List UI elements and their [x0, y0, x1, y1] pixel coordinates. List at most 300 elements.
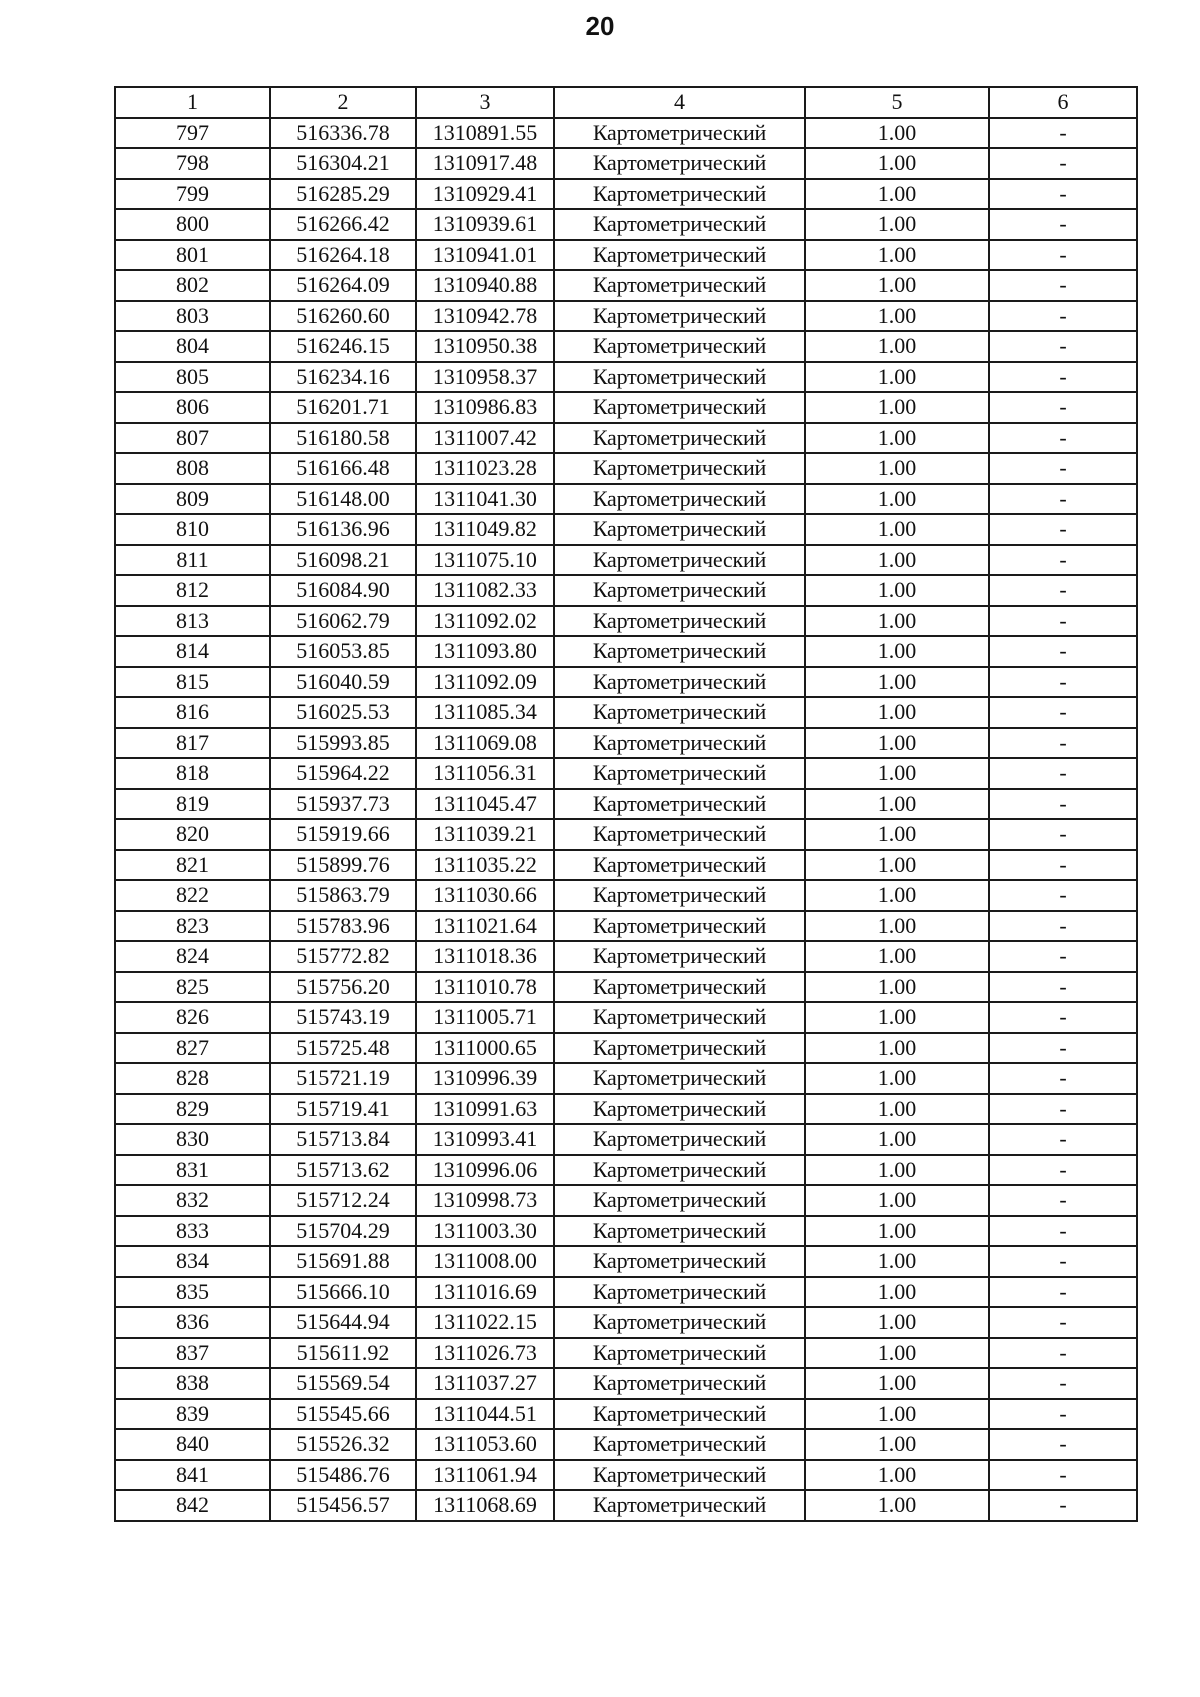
note-cell: -: [989, 1307, 1137, 1338]
method-cell: Картометрический: [554, 1490, 805, 1521]
point-number-cell: 804: [115, 331, 270, 362]
accuracy-cell: 1.00: [805, 911, 989, 942]
method-cell: Картометрический: [554, 1307, 805, 1338]
x-coordinate-cell: 516062.79: [270, 606, 416, 637]
accuracy-cell: 1.00: [805, 1429, 989, 1460]
y-coordinate-cell: 1311069.08: [416, 728, 554, 759]
point-number-cell: 800: [115, 209, 270, 240]
x-coordinate-cell: 516234.16: [270, 362, 416, 393]
note-cell: -: [989, 819, 1137, 850]
method-cell: Картометрический: [554, 392, 805, 423]
accuracy-cell: 1.00: [805, 240, 989, 271]
point-number-cell: 812: [115, 575, 270, 606]
table-row: [115, 880, 1137, 911]
point-number-cell: 803: [115, 301, 270, 332]
method-cell: Картометрический: [554, 1033, 805, 1064]
y-coordinate-cell: 1310940.88: [416, 270, 554, 301]
point-number-cell: 805: [115, 362, 270, 393]
y-coordinate-cell: 1311041.30: [416, 484, 554, 515]
point-number-cell: 839: [115, 1399, 270, 1430]
x-coordinate-cell: 515725.48: [270, 1033, 416, 1064]
x-coordinate-cell: 516180.58: [270, 423, 416, 454]
note-cell: -: [989, 636, 1137, 667]
note-cell: -: [989, 728, 1137, 759]
x-coordinate-cell: 515611.92: [270, 1338, 416, 1369]
x-coordinate-cell: 516166.48: [270, 453, 416, 484]
point-number-cell: 808: [115, 453, 270, 484]
accuracy-cell: 1.00: [805, 270, 989, 301]
y-coordinate-cell: 1310939.61: [416, 209, 554, 240]
table-row: [115, 1124, 1137, 1155]
x-coordinate-cell: 515863.79: [270, 880, 416, 911]
column-header: 5: [805, 87, 989, 118]
x-coordinate-cell: 516025.53: [270, 697, 416, 728]
method-cell: Картометрический: [554, 575, 805, 606]
method-cell: Картометрический: [554, 850, 805, 881]
point-number-cell: 823: [115, 911, 270, 942]
method-cell: Картометрический: [554, 1094, 805, 1125]
x-coordinate-cell: 516260.60: [270, 301, 416, 332]
method-cell: Картометрический: [554, 941, 805, 972]
y-coordinate-cell: 1311026.73: [416, 1338, 554, 1369]
table-row: [115, 514, 1137, 545]
method-cell: Картометрический: [554, 789, 805, 820]
accuracy-cell: 1.00: [805, 972, 989, 1003]
y-coordinate-cell: 1311016.69: [416, 1277, 554, 1308]
point-number-cell: 826: [115, 1002, 270, 1033]
point-number-cell: 833: [115, 1216, 270, 1247]
table-row: [115, 240, 1137, 271]
point-number-cell: 811: [115, 545, 270, 576]
column-header: 1: [115, 87, 270, 118]
note-cell: -: [989, 1246, 1137, 1277]
point-number-cell: 820: [115, 819, 270, 850]
x-coordinate-cell: 515756.20: [270, 972, 416, 1003]
note-cell: -: [989, 1216, 1137, 1247]
note-cell: -: [989, 1124, 1137, 1155]
note-cell: -: [989, 1277, 1137, 1308]
method-cell: Картометрический: [554, 1246, 805, 1277]
y-coordinate-cell: 1311037.27: [416, 1368, 554, 1399]
point-number-cell: 816: [115, 697, 270, 728]
table-row: [115, 453, 1137, 484]
y-coordinate-cell: 1311030.66: [416, 880, 554, 911]
point-number-cell: 806: [115, 392, 270, 423]
method-cell: Картометрический: [554, 1399, 805, 1430]
y-coordinate-cell: 1311044.51: [416, 1399, 554, 1430]
accuracy-cell: 1.00: [805, 636, 989, 667]
method-cell: Картометрический: [554, 1216, 805, 1247]
accuracy-cell: 1.00: [805, 1063, 989, 1094]
x-coordinate-cell: 516136.96: [270, 514, 416, 545]
y-coordinate-cell: 1311023.28: [416, 453, 554, 484]
accuracy-cell: 1.00: [805, 941, 989, 972]
accuracy-cell: 1.00: [805, 1216, 989, 1247]
method-cell: Картометрический: [554, 972, 805, 1003]
table-row: [115, 728, 1137, 759]
table-row: [115, 1185, 1137, 1216]
table-row: [115, 606, 1137, 637]
accuracy-cell: 1.00: [805, 1338, 989, 1369]
method-cell: Картометрический: [554, 880, 805, 911]
point-number-cell: 828: [115, 1063, 270, 1094]
table-row: [115, 270, 1137, 301]
x-coordinate-cell: 515899.76: [270, 850, 416, 881]
point-number-cell: 801: [115, 240, 270, 271]
point-number-cell: 825: [115, 972, 270, 1003]
x-coordinate-cell: 515569.54: [270, 1368, 416, 1399]
y-coordinate-cell: 1310942.78: [416, 301, 554, 332]
x-coordinate-cell: 515937.73: [270, 789, 416, 820]
y-coordinate-cell: 1311092.09: [416, 667, 554, 698]
y-coordinate-cell: 1311075.10: [416, 545, 554, 576]
y-coordinate-cell: 1311068.69: [416, 1490, 554, 1521]
y-coordinate-cell: 1311010.78: [416, 972, 554, 1003]
note-cell: -: [989, 758, 1137, 789]
accuracy-cell: 1.00: [805, 209, 989, 240]
note-cell: -: [989, 575, 1137, 606]
point-number-cell: 830: [115, 1124, 270, 1155]
method-cell: Картометрический: [554, 1460, 805, 1491]
accuracy-cell: 1.00: [805, 423, 989, 454]
x-coordinate-cell: 516053.85: [270, 636, 416, 667]
y-coordinate-cell: 1310950.38: [416, 331, 554, 362]
method-cell: Картометрический: [554, 1002, 805, 1033]
table-row: [115, 1338, 1137, 1369]
note-cell: -: [989, 1033, 1137, 1064]
table-row: [115, 1429, 1137, 1460]
column-header: 4: [554, 87, 805, 118]
point-number-cell: 832: [115, 1185, 270, 1216]
method-cell: Картометрический: [554, 1429, 805, 1460]
y-coordinate-cell: 1310993.41: [416, 1124, 554, 1155]
y-coordinate-cell: 1311005.71: [416, 1002, 554, 1033]
note-cell: -: [989, 392, 1137, 423]
table-row: [115, 1155, 1137, 1186]
column-header: 3: [416, 87, 554, 118]
accuracy-cell: 1.00: [805, 179, 989, 210]
method-cell: Картометрический: [554, 148, 805, 179]
x-coordinate-cell: 516264.18: [270, 240, 416, 271]
method-cell: Картометрический: [554, 1063, 805, 1094]
accuracy-cell: 1.00: [805, 667, 989, 698]
accuracy-cell: 1.00: [805, 453, 989, 484]
note-cell: -: [989, 1460, 1137, 1491]
x-coordinate-cell: 516040.59: [270, 667, 416, 698]
accuracy-cell: 1.00: [805, 697, 989, 728]
y-coordinate-cell: 1311021.64: [416, 911, 554, 942]
point-number-cell: 809: [115, 484, 270, 515]
note-cell: -: [989, 1185, 1137, 1216]
point-number-cell: 834: [115, 1246, 270, 1277]
y-coordinate-cell: 1310991.63: [416, 1094, 554, 1125]
table-row: [115, 819, 1137, 850]
accuracy-cell: 1.00: [805, 606, 989, 637]
note-cell: -: [989, 118, 1137, 149]
point-number-cell: 824: [115, 941, 270, 972]
point-number-cell: 797: [115, 118, 270, 149]
table-row: [115, 1307, 1137, 1338]
y-coordinate-cell: 1311053.60: [416, 1429, 554, 1460]
point-number-cell: 840: [115, 1429, 270, 1460]
y-coordinate-cell: 1311018.36: [416, 941, 554, 972]
table-row: [115, 1246, 1137, 1277]
x-coordinate-cell: 515704.29: [270, 1216, 416, 1247]
x-coordinate-cell: 515919.66: [270, 819, 416, 850]
accuracy-cell: 1.00: [805, 758, 989, 789]
table-row: [115, 697, 1137, 728]
note-cell: -: [989, 972, 1137, 1003]
x-coordinate-cell: 515712.24: [270, 1185, 416, 1216]
method-cell: Картометрический: [554, 301, 805, 332]
accuracy-cell: 1.00: [805, 392, 989, 423]
accuracy-cell: 1.00: [805, 148, 989, 179]
method-cell: Картометрический: [554, 1185, 805, 1216]
accuracy-cell: 1.00: [805, 1002, 989, 1033]
note-cell: -: [989, 911, 1137, 942]
table-row: [115, 1063, 1137, 1094]
x-coordinate-cell: 516246.15: [270, 331, 416, 362]
x-coordinate-cell: 515713.84: [270, 1124, 416, 1155]
note-cell: -: [989, 1399, 1137, 1430]
y-coordinate-cell: 1310891.55: [416, 118, 554, 149]
table-row: [115, 423, 1137, 454]
note-cell: -: [989, 484, 1137, 515]
y-coordinate-cell: 1310958.37: [416, 362, 554, 393]
table-row: [115, 667, 1137, 698]
y-coordinate-cell: 1311085.34: [416, 697, 554, 728]
y-coordinate-cell: 1310998.73: [416, 1185, 554, 1216]
point-number-cell: 822: [115, 880, 270, 911]
table-row: [115, 789, 1137, 820]
point-number-cell: 817: [115, 728, 270, 759]
note-cell: -: [989, 1368, 1137, 1399]
y-coordinate-cell: 1311093.80: [416, 636, 554, 667]
note-cell: -: [989, 789, 1137, 820]
x-coordinate-cell: 516084.90: [270, 575, 416, 606]
note-cell: -: [989, 453, 1137, 484]
table-row: [115, 1399, 1137, 1430]
point-number-cell: 807: [115, 423, 270, 454]
table-row: [115, 636, 1137, 667]
point-number-cell: 821: [115, 850, 270, 881]
note-cell: -: [989, 1338, 1137, 1369]
accuracy-cell: 1.00: [805, 1124, 989, 1155]
method-cell: Картометрический: [554, 270, 805, 301]
x-coordinate-cell: 515964.22: [270, 758, 416, 789]
table-row: [115, 118, 1137, 149]
accuracy-cell: 1.00: [805, 1246, 989, 1277]
y-coordinate-cell: 1310941.01: [416, 240, 554, 271]
point-number-cell: 829: [115, 1094, 270, 1125]
accuracy-cell: 1.00: [805, 575, 989, 606]
accuracy-cell: 1.00: [805, 362, 989, 393]
note-cell: -: [989, 301, 1137, 332]
method-cell: Картометрический: [554, 362, 805, 393]
point-number-cell: 838: [115, 1368, 270, 1399]
note-cell: -: [989, 209, 1137, 240]
accuracy-cell: 1.00: [805, 514, 989, 545]
x-coordinate-cell: 516148.00: [270, 484, 416, 515]
method-cell: Картометрический: [554, 453, 805, 484]
note-cell: -: [989, 270, 1137, 301]
accuracy-cell: 1.00: [805, 880, 989, 911]
method-cell: Картометрический: [554, 1368, 805, 1399]
note-cell: -: [989, 1002, 1137, 1033]
x-coordinate-cell: 515456.57: [270, 1490, 416, 1521]
point-number-cell: 813: [115, 606, 270, 637]
method-cell: Картометрический: [554, 758, 805, 789]
method-cell: Картометрический: [554, 819, 805, 850]
method-cell: Картометрический: [554, 209, 805, 240]
note-cell: -: [989, 1429, 1137, 1460]
method-cell: Картометрический: [554, 1338, 805, 1369]
accuracy-cell: 1.00: [805, 1185, 989, 1216]
page-number: 20: [585, 11, 615, 41]
x-coordinate-cell: 515719.41: [270, 1094, 416, 1125]
method-cell: Картометрический: [554, 667, 805, 698]
y-coordinate-cell: 1310917.48: [416, 148, 554, 179]
y-coordinate-cell: 1311049.82: [416, 514, 554, 545]
note-cell: -: [989, 514, 1137, 545]
table-row: [115, 1216, 1137, 1247]
method-cell: Картометрический: [554, 484, 805, 515]
method-cell: Картометрический: [554, 1124, 805, 1155]
point-number-cell: 837: [115, 1338, 270, 1369]
x-coordinate-cell: 515545.66: [270, 1399, 416, 1430]
table-row: [115, 972, 1137, 1003]
y-coordinate-cell: 1311039.21: [416, 819, 554, 850]
x-coordinate-cell: 515993.85: [270, 728, 416, 759]
accuracy-cell: 1.00: [805, 1277, 989, 1308]
note-cell: -: [989, 545, 1137, 576]
y-coordinate-cell: 1311082.33: [416, 575, 554, 606]
method-cell: Картометрический: [554, 331, 805, 362]
point-number-cell: 810: [115, 514, 270, 545]
point-number-cell: 799: [115, 179, 270, 210]
note-cell: -: [989, 331, 1137, 362]
column-header: 2: [270, 87, 416, 118]
accuracy-cell: 1.00: [805, 1460, 989, 1491]
accuracy-cell: 1.00: [805, 728, 989, 759]
x-coordinate-cell: 515772.82: [270, 941, 416, 972]
x-coordinate-cell: 516201.71: [270, 392, 416, 423]
y-coordinate-cell: 1311035.22: [416, 850, 554, 881]
table-row: [115, 1368, 1137, 1399]
y-coordinate-cell: 1310996.39: [416, 1063, 554, 1094]
point-number-cell: 814: [115, 636, 270, 667]
note-cell: -: [989, 850, 1137, 881]
table-row: [115, 148, 1137, 179]
table-row: [115, 179, 1137, 210]
method-cell: Картометрический: [554, 240, 805, 271]
method-cell: Картометрический: [554, 911, 805, 942]
method-cell: Картометрический: [554, 545, 805, 576]
accuracy-cell: 1.00: [805, 301, 989, 332]
note-cell: -: [989, 606, 1137, 637]
accuracy-cell: 1.00: [805, 1490, 989, 1521]
point-number-cell: 819: [115, 789, 270, 820]
y-coordinate-cell: 1310996.06: [416, 1155, 554, 1186]
note-cell: -: [989, 179, 1137, 210]
point-number-cell: 827: [115, 1033, 270, 1064]
accuracy-cell: 1.00: [805, 1155, 989, 1186]
accuracy-cell: 1.00: [805, 1094, 989, 1125]
point-number-cell: 798: [115, 148, 270, 179]
point-number-cell: 835: [115, 1277, 270, 1308]
note-cell: -: [989, 941, 1137, 972]
x-coordinate-cell: 516098.21: [270, 545, 416, 576]
y-coordinate-cell: 1311003.30: [416, 1216, 554, 1247]
x-coordinate-cell: 515721.19: [270, 1063, 416, 1094]
table-row: [115, 850, 1137, 881]
table-row: [115, 362, 1137, 393]
accuracy-cell: 1.00: [805, 118, 989, 149]
note-cell: -: [989, 697, 1137, 728]
x-coordinate-cell: 515486.76: [270, 1460, 416, 1491]
table-row: [115, 1460, 1137, 1491]
point-number-cell: 842: [115, 1490, 270, 1521]
method-cell: Картометрический: [554, 697, 805, 728]
table-row: [115, 1277, 1137, 1308]
point-number-cell: 802: [115, 270, 270, 301]
point-number-cell: 815: [115, 667, 270, 698]
point-number-cell: 841: [115, 1460, 270, 1491]
y-coordinate-cell: 1311022.15: [416, 1307, 554, 1338]
x-coordinate-cell: 515713.62: [270, 1155, 416, 1186]
table-row: [115, 484, 1137, 515]
table-row: [115, 1002, 1137, 1033]
accuracy-cell: 1.00: [805, 331, 989, 362]
x-coordinate-cell: 515691.88: [270, 1246, 416, 1277]
y-coordinate-cell: 1311092.02: [416, 606, 554, 637]
x-coordinate-cell: 516266.42: [270, 209, 416, 240]
y-coordinate-cell: 1311000.65: [416, 1033, 554, 1064]
y-coordinate-cell: 1311007.42: [416, 423, 554, 454]
table-row: [115, 911, 1137, 942]
y-coordinate-cell: 1311045.47: [416, 789, 554, 820]
x-coordinate-cell: 516336.78: [270, 118, 416, 149]
table-row: [115, 1033, 1137, 1064]
method-cell: Картометрический: [554, 514, 805, 545]
table-row: [115, 758, 1137, 789]
y-coordinate-cell: 1311008.00: [416, 1246, 554, 1277]
column-header: 6: [989, 87, 1137, 118]
y-coordinate-cell: 1311061.94: [416, 1460, 554, 1491]
method-cell: Картометрический: [554, 606, 805, 637]
point-number-cell: 831: [115, 1155, 270, 1186]
table-row: [115, 209, 1137, 240]
accuracy-cell: 1.00: [805, 1033, 989, 1064]
method-cell: Картометрический: [554, 1277, 805, 1308]
note-cell: -: [989, 880, 1137, 911]
table-row: [115, 575, 1137, 606]
method-cell: Картометрический: [554, 728, 805, 759]
accuracy-cell: 1.00: [805, 789, 989, 820]
note-cell: -: [989, 1155, 1137, 1186]
x-coordinate-cell: 516304.21: [270, 148, 416, 179]
accuracy-cell: 1.00: [805, 1368, 989, 1399]
note-cell: -: [989, 1094, 1137, 1125]
note-cell: -: [989, 148, 1137, 179]
table-row: [115, 941, 1137, 972]
table-row: [115, 1490, 1137, 1521]
table-row: [115, 545, 1137, 576]
y-coordinate-cell: 1311056.31: [416, 758, 554, 789]
x-coordinate-cell: 515783.96: [270, 911, 416, 942]
y-coordinate-cell: 1310929.41: [416, 179, 554, 210]
note-cell: -: [989, 362, 1137, 393]
